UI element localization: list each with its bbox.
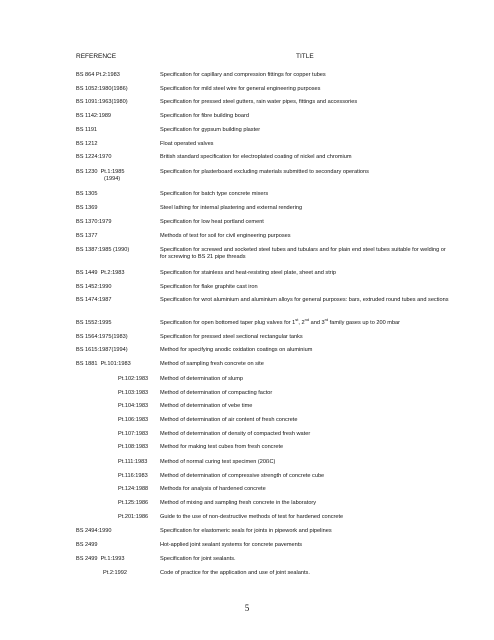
reference-cell-year: (1994) bbox=[104, 176, 121, 182]
title-cell bbox=[160, 317, 450, 327]
reference-cell: BS 2494:1990 bbox=[76, 528, 112, 534]
title-cell: Specification for wrot aluminium and aluminium alloys for general purposes: bars, extruded round tubes and sections bbox=[160, 297, 449, 303]
reference-cell: BS 1052:1980(1986) bbox=[76, 86, 128, 92]
title-cell: Steel lathing for internal plastering and external rendering bbox=[160, 205, 303, 211]
reference-cell: Pt.104:1983 bbox=[118, 403, 149, 409]
reference-cell: BS 1552:1995 bbox=[76, 320, 112, 326]
title-cell: Hot-applied joint sealant systems for concrete pavements bbox=[160, 542, 303, 548]
reference-cell: BS 1191 bbox=[76, 127, 98, 133]
reference-cell: Pt.125:1986 bbox=[118, 500, 149, 506]
ordinal-suffix: nd bbox=[304, 317, 310, 323]
title-cell: Method of determination of air content of fresh concrete bbox=[160, 417, 298, 423]
reference-cell: BS 1305 bbox=[76, 191, 98, 197]
reference-cell: BS 1564:1975(1983) bbox=[76, 334, 128, 340]
reference-cell: Pt.103:1983 bbox=[118, 390, 149, 396]
reference-cell: Pt.116:1983 bbox=[118, 473, 148, 479]
ordinal-suffix: rd bbox=[324, 317, 329, 323]
title-cell: Method of mixing and sampling fresh concrete in the laboratory bbox=[160, 500, 317, 506]
title-cell: Method of determination of slump bbox=[160, 376, 244, 382]
title-cell: British standard specification for electroplated coating of nickel and chromium bbox=[160, 154, 352, 160]
title-cell: Specification for plasterboard excluding materials submitted to secondary operations bbox=[160, 169, 369, 175]
title-cell: Specification for batch type concrete mixers bbox=[160, 191, 269, 197]
reference-cell: BS 1881 Pt.101:1983 bbox=[76, 361, 131, 367]
reference-cell: Pt.108:1983 bbox=[118, 444, 149, 450]
title-text: and 3 bbox=[309, 320, 325, 326]
title-cell: Specification for flake graphite cast iron bbox=[160, 284, 258, 290]
reference-cell: BS 1615:1987(1994) bbox=[76, 347, 128, 353]
reference-cell: Pt.124:1988 bbox=[118, 486, 149, 492]
title-cell: Method of sampling fresh concrete on site bbox=[160, 361, 264, 367]
title-column-header: TITLE bbox=[296, 53, 314, 60]
title-cell: Method of determination of density of compacted fresh water bbox=[160, 431, 311, 437]
reference-column-header: REFERENCE bbox=[76, 53, 117, 60]
title-cell: Specification for joint sealants. bbox=[160, 556, 236, 562]
title-cell: Specification for gypsum building plaster bbox=[160, 127, 261, 133]
title-cell: Method for making test cubes from fresh concrete bbox=[160, 444, 284, 450]
title-cell: Specification for capillary and compression fittings for copper tubes bbox=[160, 72, 326, 78]
title-text: Specification for open bottomed taper plug valves for 1 bbox=[160, 320, 296, 326]
reference-cell: BS 1212 bbox=[76, 141, 98, 147]
title-cell: Specification for pressed steel gutters, rain water pipes, fittings and accessories bbox=[160, 99, 358, 105]
reference-cell: BS 1369 bbox=[76, 205, 98, 211]
title-cell: Specification for mild steel wire for general engineering purposes bbox=[160, 86, 321, 92]
title-cell: Methods for analysis of hardened concrete bbox=[160, 486, 266, 492]
title-text: , 2 bbox=[298, 320, 305, 326]
title-cell: Specification for fibre building board bbox=[160, 113, 249, 119]
reference-cell: Pt.2:1992 bbox=[103, 570, 127, 576]
reference-cell: BS 1142:1989 bbox=[76, 113, 112, 119]
reference-cell: Pt.107:1983 bbox=[118, 431, 149, 437]
reference-cell: Pt.102:1983 bbox=[118, 376, 149, 382]
title-cell: Method of normal curing test specimen (20ßC) bbox=[160, 459, 276, 465]
reference-cell: BS 1230 Pt.1:1985 bbox=[76, 169, 125, 175]
title-cell: Methods of test for soil for civil engineering purposes bbox=[160, 233, 291, 239]
page-number: 5 bbox=[244, 603, 250, 613]
reference-cell: BS 1224:1970 bbox=[76, 154, 112, 160]
title-cell: Float operated valves bbox=[160, 141, 214, 147]
title-cell: Specification for stainless and heat-resisting steel plate, sheet and strip bbox=[160, 270, 336, 276]
title-cell: Method of determination of vebe time bbox=[160, 403, 253, 409]
reference-cell: BS 1370:1979 bbox=[76, 219, 112, 225]
reference-cell: Pt.111:1983 bbox=[118, 459, 148, 465]
title-cell: Specification for elastomeric seals for joints in pipework and pipelines bbox=[160, 528, 332, 534]
reference-cell: BS 1091:1963(1980) bbox=[76, 99, 128, 105]
title-text: family gases up to 200 mbar bbox=[328, 320, 401, 326]
reference-cell: Pt.201:1986 bbox=[118, 514, 149, 520]
reference-cell: BS 1474:1987 bbox=[76, 297, 112, 303]
title-cell: Specification for pressed steel sectional rectangular tanks bbox=[160, 334, 303, 340]
title-cell: Specification for low heat portland cement bbox=[160, 219, 264, 225]
title-cell: Method of determination of compacting factor bbox=[160, 390, 273, 396]
title-cell: Specification for screwed and socketed steel tubes and tubulars and for plain end steel tubes suitable for welding or for screwing to BS 21 pipe threads bbox=[160, 247, 446, 260]
reference-cell: BS 1377 bbox=[76, 233, 98, 239]
title-cell: Method for specifying anodic oxidation coatings on aluminium bbox=[160, 347, 313, 353]
title-cell: Method of determination of compressive strength of concrete cube bbox=[160, 473, 325, 479]
reference-cell: BS 1452:1990 bbox=[76, 284, 112, 290]
reference-cell: BS 2499 Pt.1:1993 bbox=[76, 556, 125, 562]
reference-cell: Pt.106:1983 bbox=[118, 417, 149, 423]
title-cell: Code of practice for the application and use of joint sealants. bbox=[160, 570, 310, 576]
reference-cell: BS 864 Pt.2:1983 bbox=[76, 72, 120, 78]
title-cell: Guide to the use of non-destructive methods of test for hardened concrete bbox=[160, 514, 344, 520]
reference-cell: BS 1387:1985 (1990) bbox=[76, 247, 130, 253]
reference-cell: BS 2499 bbox=[76, 542, 98, 548]
reference-cell: BS 1449 Pt.2:1983 bbox=[76, 270, 125, 276]
ordinal-suffix: st bbox=[295, 317, 299, 323]
